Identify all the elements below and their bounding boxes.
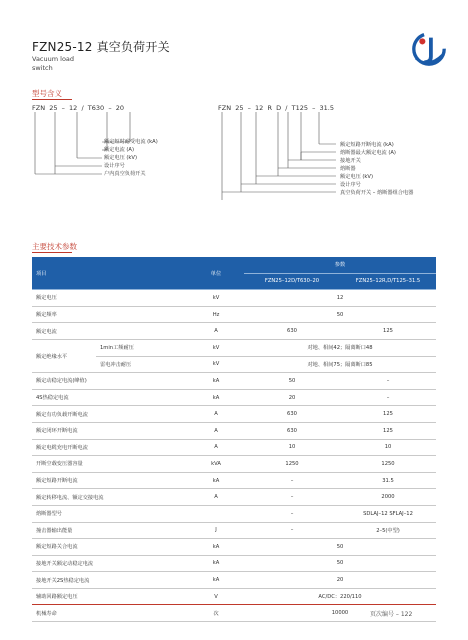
table-row: [32, 373, 436, 390]
row-value-model-2: 2–5(中型): [340, 522, 436, 539]
code-part: T630: [87, 104, 105, 112]
row-value: 12: [244, 290, 436, 307]
row-item: 1min工频耐压: [96, 339, 188, 356]
table-row: [32, 306, 436, 323]
model-note: 额定电流 (A): [104, 147, 134, 153]
header-model-2: FZN25–12R,D/T125–31.5: [340, 273, 436, 290]
code-part: 31.5: [319, 104, 335, 112]
row-unit: A: [188, 422, 244, 439]
header-item: 项目: [32, 257, 188, 290]
model-note: 额定短路开断电流 (kA): [340, 142, 394, 148]
spec-table: [32, 257, 436, 622]
model-note: 熔断器: [340, 166, 356, 172]
row-value-model-1: 10: [244, 439, 340, 456]
row-value-model-1: 630: [244, 422, 340, 439]
code-part: –: [247, 104, 251, 112]
row-unit: 次: [188, 605, 244, 622]
code-part: 20: [115, 104, 124, 112]
row-item: 机械寿命: [32, 605, 188, 622]
table-body: [32, 290, 436, 622]
model-note: 额定电压 (kV): [340, 174, 373, 180]
row-value-model-1: 50: [244, 373, 340, 390]
row-unit: [188, 505, 244, 522]
table-header-row: [32, 257, 436, 273]
row-unit: kA: [188, 572, 244, 589]
section-title-specs: 主要技术参数: [32, 242, 77, 251]
page-subtitle: [32, 55, 92, 73]
row-value-model-1: –: [244, 522, 340, 539]
table-row: [32, 505, 436, 522]
row-unit: kV: [188, 356, 244, 373]
section-title-model: 型号含义: [32, 89, 62, 98]
row-item: 雷电冲击耐压: [96, 356, 188, 373]
table-row: [32, 572, 436, 589]
row-value-model-1: 630: [244, 406, 340, 423]
row-unit: A: [188, 489, 244, 506]
row-value: 50: [244, 555, 436, 572]
row-item: 开断空载变压器容量: [32, 456, 188, 473]
row-value-model-2: 10: [340, 439, 436, 456]
model-right-leader-lines: [218, 112, 338, 207]
row-item: 额定转移电流、额定交接电流: [32, 489, 188, 506]
model-note: 额定电压 (kV): [104, 155, 137, 161]
row-value: 10000: [244, 605, 436, 622]
table-row: [32, 339, 436, 356]
row-value: 对地、相间75；隔离断口85: [244, 356, 436, 373]
company-logo: [410, 30, 448, 68]
table-row: [32, 406, 436, 423]
row-unit: kA: [188, 539, 244, 556]
table-row: [32, 323, 436, 340]
row-item: 额定电缆充电开断电流: [32, 439, 188, 456]
row-unit: kA: [188, 389, 244, 406]
row-item: 额定闭环开断电流: [32, 422, 188, 439]
model-note: 户内真空负荷开关: [104, 171, 146, 177]
row-item: 接地开关2S热稳定电流: [32, 572, 188, 589]
row-item: 接地开关额定动稳定电流: [32, 555, 188, 572]
model-note: 设计序号: [104, 163, 125, 169]
section-underline: [32, 99, 72, 100]
row-value: 50: [244, 306, 436, 323]
table-row: [32, 422, 436, 439]
code-part: 25: [49, 104, 58, 112]
model-note: 真空负荷开关 – 熔断器组合电器: [340, 190, 414, 196]
code-part: FZN: [32, 104, 46, 112]
row-unit: kV: [188, 339, 244, 356]
row-value-model-1: 630: [244, 323, 340, 340]
code-part: –: [312, 104, 316, 112]
row-unit: V: [188, 588, 244, 605]
row-unit: A: [188, 323, 244, 340]
row-item: 额定短路关合电流: [32, 539, 188, 556]
row-unit: A: [188, 406, 244, 423]
row-value-model-1: 20: [244, 389, 340, 406]
table-row: [32, 588, 436, 605]
model-code-left: [32, 104, 124, 112]
page-title: FZN25-12 真空负荷开关: [32, 40, 170, 54]
code-part: D: [276, 104, 282, 112]
code-part: 12: [69, 104, 78, 112]
row-value: 对地、相间42；隔离断口48: [244, 339, 436, 356]
row-unit: A: [188, 439, 244, 456]
model-note: 熔断器最大额定电流 (A): [340, 150, 396, 156]
row-item: 额定频率: [32, 306, 188, 323]
row-item: 额定电压: [32, 290, 188, 307]
table-row: [32, 456, 436, 473]
model-note: 接地开关: [340, 158, 361, 164]
code-part: FZN: [218, 104, 232, 112]
row-item: 撞击器输出能量: [32, 522, 188, 539]
subtitle-line: Vacuum load: [32, 55, 75, 63]
row-value-model-2: –: [340, 373, 436, 390]
model-note: 额定短时耐受电流 (kA): [104, 139, 158, 145]
code-part: R: [267, 104, 272, 112]
section-underline: [32, 252, 72, 253]
row-item: 额定电流: [32, 323, 188, 340]
row-value-model-1: –: [244, 489, 340, 506]
row-item: 熔断器型号: [32, 505, 188, 522]
row-value-model-2: 125: [340, 323, 436, 340]
table-row: [32, 439, 436, 456]
row-value-model-2: 125: [340, 406, 436, 423]
row-unit: kVA: [188, 456, 244, 473]
header-param: 参数: [244, 257, 436, 273]
row-value: 50: [244, 539, 436, 556]
row-value-model-2: SDLAJ–12 SFLAJ–12: [340, 505, 436, 522]
code-part: 12: [255, 104, 264, 112]
code-part: T125: [291, 104, 308, 112]
row-unit: kA: [188, 373, 244, 390]
table-row: [32, 472, 436, 489]
table-row: [32, 522, 436, 539]
table-row: [32, 539, 436, 556]
row-unit: Hz: [188, 306, 244, 323]
row-value: 20: [244, 572, 436, 589]
row-value: AC/DC：220/110: [244, 588, 436, 605]
row-item: 额定动稳定电流(峰值): [32, 373, 188, 390]
row-unit: J: [188, 522, 244, 539]
table-row: [32, 555, 436, 572]
table-row: [32, 389, 436, 406]
row-value-model-2: 2000: [340, 489, 436, 506]
row-item: 额定有功负载开断电流: [32, 406, 188, 423]
row-item: 额定短路开断电流: [32, 472, 188, 489]
row-item: 辅助回路额定电压: [32, 588, 188, 605]
row-unit: kV: [188, 290, 244, 307]
header-unit: 单位: [188, 257, 244, 290]
row-unit: kA: [188, 555, 244, 572]
row-value-model-2: 31.5: [340, 472, 436, 489]
row-value-model-2: –: [340, 389, 436, 406]
table-row: [32, 290, 436, 307]
row-value-model-2: 125: [340, 422, 436, 439]
row-group-label: 额定绝缘水平: [32, 339, 96, 372]
footer-divider: [32, 604, 436, 605]
code-part: –: [108, 104, 112, 112]
code-part: –: [61, 104, 65, 112]
code-part: /: [285, 104, 288, 112]
page-footer: 页次编号 – 122: [370, 611, 413, 618]
code-part: /: [81, 104, 84, 112]
row-value-model-1: –: [244, 472, 340, 489]
row-value-model-2: 1250: [340, 456, 436, 473]
model-note: 设计序号: [340, 182, 361, 188]
row-unit: kA: [188, 472, 244, 489]
table-row: [32, 489, 436, 506]
row-item: 4S热稳定电流: [32, 389, 188, 406]
row-value-model-1: 1250: [244, 456, 340, 473]
subtitle-line: switch: [32, 64, 53, 72]
row-value-model-1: –: [244, 505, 340, 522]
model-code-right: [218, 104, 334, 112]
code-part: 25: [235, 104, 244, 112]
header-model-1: FZN25–12D/T630–20: [244, 273, 340, 290]
